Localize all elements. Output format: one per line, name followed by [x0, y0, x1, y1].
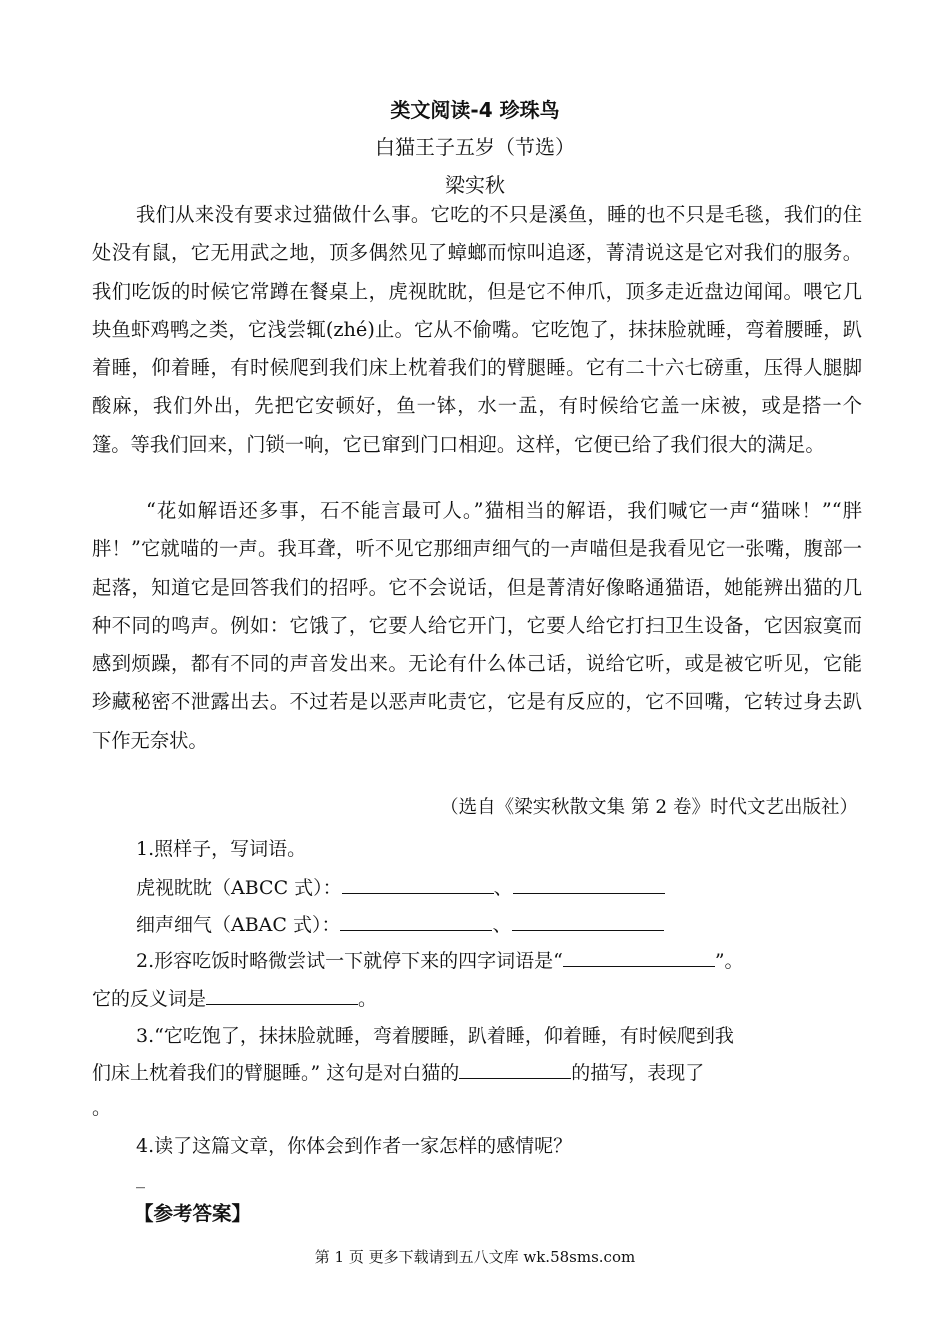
- answer-blank-1a-1[interactable]: [342, 873, 494, 894]
- question-3-line-2: [92, 1058, 704, 1085]
- question-1a-label: 虎视眈眈（ABCC 式）：: [136, 877, 342, 899]
- question-1b: [136, 910, 664, 937]
- answer-blank-2-2[interactable]: [206, 984, 358, 1005]
- question-3-line-1: 3.“它吃饱了，抹抹脸就睡，弯着腰睡，趴着睡，仰着睡，有时候爬到我: [136, 1025, 734, 1047]
- question-2-end: 。: [358, 988, 378, 1010]
- separator: 、: [492, 914, 512, 936]
- question-3-text: 们床上枕着我们的臂腿睡。” 这句是对白猫的: [92, 1062, 460, 1084]
- question-3-line-3: 。: [92, 1097, 112, 1119]
- question-2-line-1: [136, 946, 744, 973]
- question-2-close: ”。: [714, 950, 744, 972]
- article-paragraph-1: 我们从来没有要求过猫做什么事。它吃的不只是溪鱼，睡的也不只是毛毯，我们的住处没有鼠，它无用武之地，顶多偶然见了蟑螂而惊叫追逐，菁清说这是它对我们的服务。我们吃饭的时候它常蹲在餐桌上，虎视眈眈，但是它不伸爪，顶多走近盘边闻闻。喂它几块鱼虾鸡鸭之类，它浅尝辄(zhé)止。它从不偷嘴。它吃饱了，抹抹脸就睡，弯着腰睡，趴着睡，仰着睡，有时候爬到我们床上枕着我们的臂腿睡。它有二十六七磅重，压得人腿脚酸麻，我们外出，先把它安顿好，鱼一钵，水一盂，有时候给它盖一床被，或是搭一个篷。等我们回来，门锁一响，它已窜到门口相迎。这样，它便已给了我们很大的满足。: [92, 203, 862, 456]
- article-paragraph-2: “花如解语还多事，石不能言最可人。”猫相当的解语，我们喊它一声“猫咪！”“胖胖！”它就喵的一声。我耳聋，听不见它那细声细气的一声喵但是我看见它一张嘴，腹部一起落，知道它是回答我们的招呼。它不会说话，但是菁清好像略通猫语，她能辨出猫的几种不同的鸣声。例如：它饿了，它要人给它开门，它要人给它打扫卫生设备，它因寂寞而感到烦躁，都有不同的声音发出来。无论有什么体己话，说给它听，或是被它听见，它能珍藏秘密不泄露出去。不过若是以恶声叱责它，它是有反应的，它不回嘴，它转过身去趴下作无奈状。: [92, 499, 862, 752]
- answer-heading: 【参考答案】: [134, 1202, 252, 1225]
- answer-blank-1b-2[interactable]: [512, 910, 664, 931]
- question-2-line-2: [92, 984, 377, 1011]
- question-2-text: 2.形容吃饭时略微尝试一下就停下来的四字词语是“: [136, 950, 563, 972]
- separator: 、: [493, 877, 513, 899]
- article-title: 白猫王子五岁（节选）: [375, 135, 575, 159]
- answer-blank-1a-2[interactable]: [513, 873, 665, 894]
- page-footer: 第 1 页 更多下载请到五八文库 wk.58sms.com: [314, 1248, 636, 1266]
- answer-blank-1b-1[interactable]: [340, 910, 492, 931]
- question-1b-label: 细声细气（ABAC 式）：: [136, 914, 341, 936]
- answer-blank-3-1[interactable]: [459, 1058, 571, 1079]
- question-1-title: 1.照样子，写词语。: [136, 838, 307, 860]
- document-title: 类文阅读-4 珍珠鸟: [390, 98, 560, 122]
- article-author: 梁实秋: [445, 173, 505, 197]
- question-4: 4.读了这篇文章，你体会到作者一家怎样的感情呢？: [136, 1135, 573, 1157]
- answer-blank-2-1[interactable]: [563, 946, 715, 967]
- question-4-answer-blank[interactable]: _: [136, 1168, 145, 1189]
- question-3-text-2: 的描写，表现了: [571, 1062, 705, 1084]
- question-2-antonym-label: 它的反义词是: [92, 988, 207, 1010]
- article-source: （选自《梁实秋散文集 第 2 卷》时代文艺出版社）: [440, 797, 858, 818]
- question-1a: [136, 873, 665, 900]
